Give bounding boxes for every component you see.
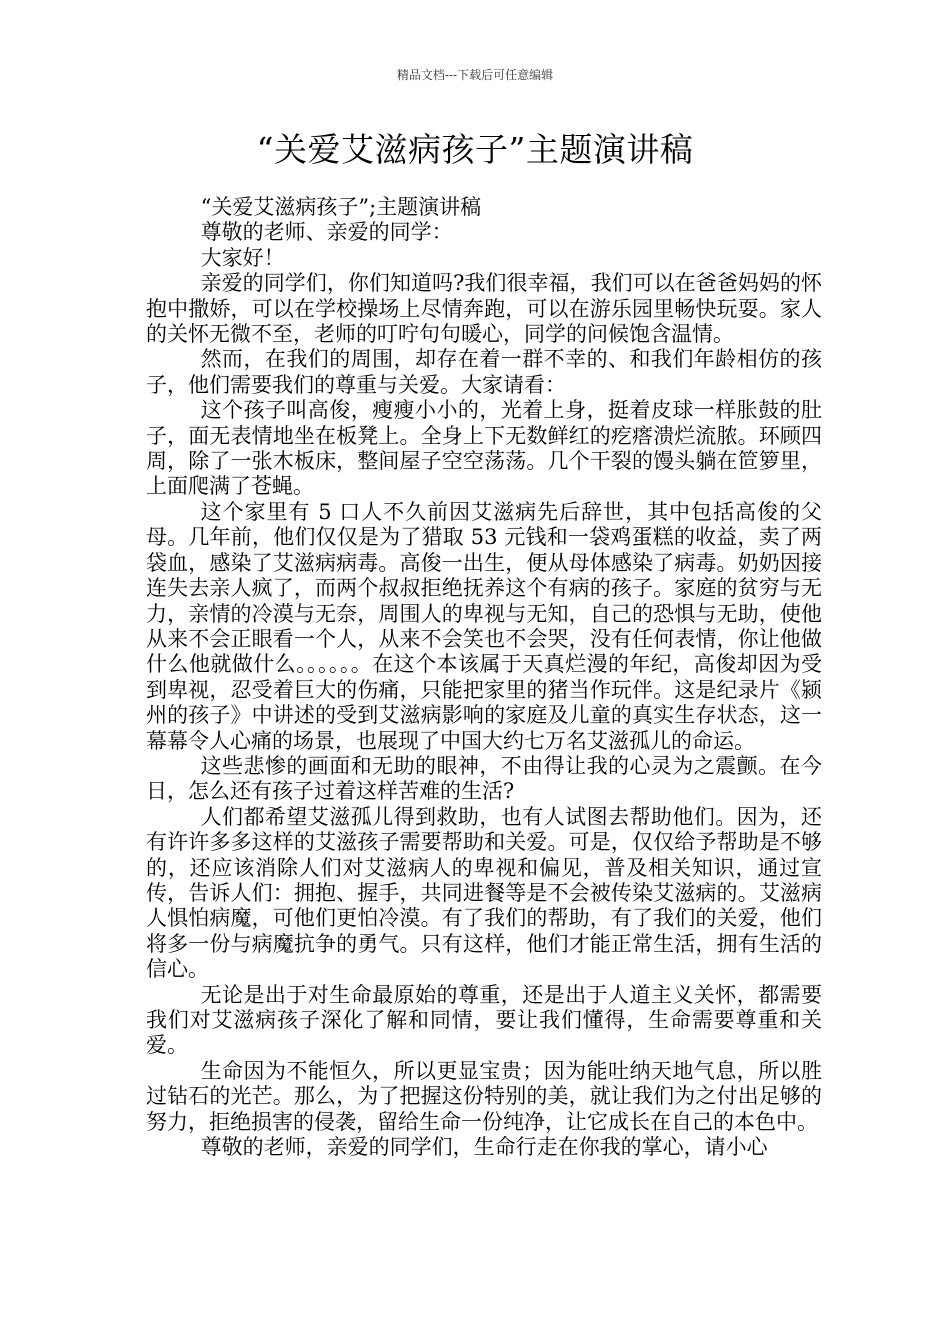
paragraph: 亲爱的同学们，你们知道吗?我们很幸福，我们可以在爸爸妈妈的怀抱中撒娇，可以在学校操场上尽情奔跑，可以在游乐园里畅快玩耍。家人的关怀无微不至，老师的叮咛句句暖心，同学的问候饱含温情。: [146, 271, 822, 347]
paragraph: 这个孩子叫高俊，瘦瘦小小的，光着上身，挺着皮球一样胀鼓的肚子，面无表情地坐在板凳上。全身上下无数鲜红的疙瘩溃烂流脓。环顾四周，除了一张木板床，整间屋子空空荡荡。几个干裂的馒头躺在笸箩里，上面爬满了苍蝇。: [146, 398, 822, 499]
document-body: [146, 195, 822, 1160]
paragraph-salutation: 尊敬的老师、亲爱的同学：: [200, 220, 453, 245]
paragraph: 这个家里有 5 口人不久前因艾滋病先后辞世，其中包括高俊的父母。几年前，他们仅仅是为了猎取 53 元钱和一袋鸡蛋糕的收益，卖了两袋血，感染了艾滋病病毒。高俊一出生，便从母体感染了病毒。奶奶因接连失去亲人疯了，而两个叔叔拒绝抚养这个有病的孩子。家庭的贫穷与无力，亲情的冷漠与无奈，周围人的卑视与无知，自己的恐惧与无助，使他从来不会正眼看一个人，从来不会笑也不会哭，没有任何表情，你让他做什么他就做什么。。。。。。在这个本该属于天真烂漫的年纪，高俊却因为受到卑视，忍受着巨大的伤痛，只能把家里的猪当作玩伴。这是纪录片《颍州的孩子》中讲述的受到艾滋病影响的家庭及儿童的真实生存状态，这一幕幕令人心痛的场景，也展现了中国大约七万名艾滋孤儿的命运。: [146, 499, 822, 753]
document-title: “关爱艾滋病孩子”主题演讲稿: [256, 130, 694, 169]
paragraph: 人们都希望艾滋孤儿得到救助，也有人试图去帮助他们。因为，还有许许多多这样的艾滋孩子需要帮助和关爱。可是，仅仅给予帮助是不够的，还应该消除人们对艾滋病人的卑视和偏见，普及相关知识，通过宣传，告诉人们：拥抱、握手，共同进餐等是不会被传染艾滋病的。艾滋病人惧怕病魔，可他们更怕冷漠。有了我们的帮助，有了我们的关爱，他们将多一份与病魔抗争的勇气。只有这样，他们才能正常生活，拥有生活的信心。: [146, 804, 822, 982]
paragraph: 然而，在我们的周围，却存在着一群不幸的、和我们年龄相仿的孩子，他们需要我们的尊重与关爱。大家请看：: [146, 347, 822, 397]
paragraph: 无论是出于对生命最原始的尊重，还是出于人道主义关怀，都需要我们对艾滋病孩子深化了解和同情，要让我们懂得，生命需要尊重和关爱。: [146, 982, 822, 1058]
paragraph: 尊敬的老师，亲爱的同学们，生命行走在你我的掌心，请小心: [200, 1135, 768, 1160]
header-note: 精品文档---下载后可任意编辑: [396, 68, 554, 82]
paragraph-subtitle: “关爱艾滋病孩子”;主题演讲稿: [200, 195, 482, 219]
paragraph-greeting: 大家好！: [200, 245, 285, 270]
paragraph: 这些悲惨的画面和无助的眼神，不由得让我的心灵为之震颤。在今日，怎么还有孩子过着这样苦难的生活?: [146, 753, 822, 804]
paragraph: 生命因为不能恒久，所以更显宝贵；因为能吐纳天地气息，所以胜过钻石的光芒。那么，为了把握这份特别的美，就让我们为之付出足够的努力，拒绝损害的侵袭，留给生命一份纯净，让它成长在自己的本色中。: [146, 1058, 822, 1134]
